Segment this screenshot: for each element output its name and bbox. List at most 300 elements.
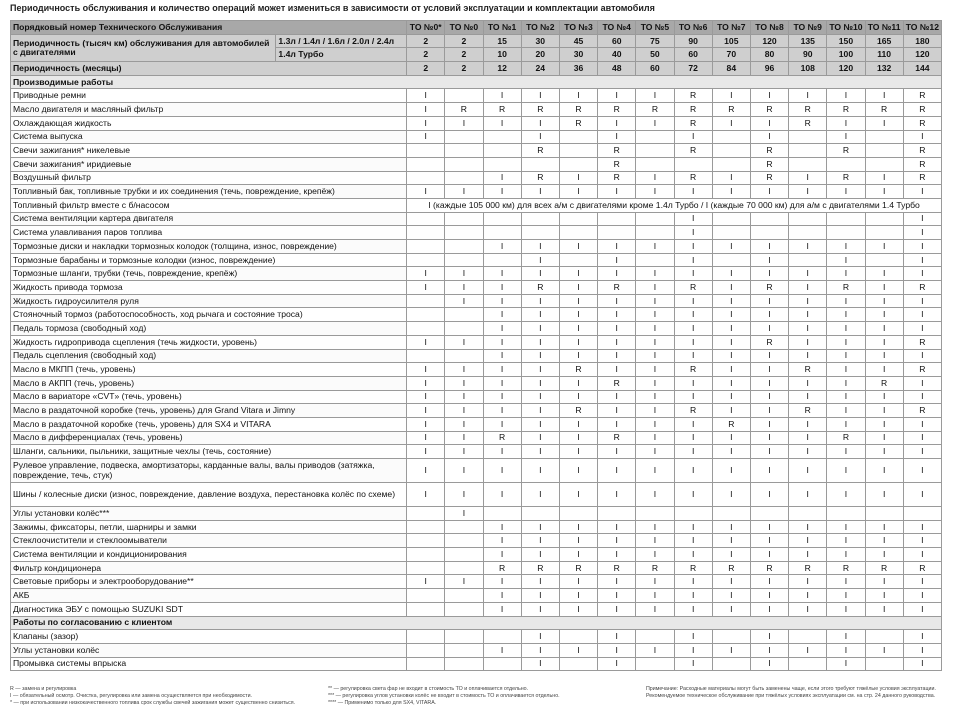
- km-value: 2: [407, 48, 445, 62]
- operation-cell: I: [903, 657, 941, 671]
- operation-cell: I: [712, 363, 750, 377]
- operation-cell: I: [636, 322, 674, 336]
- operation-cell: I: [559, 459, 597, 483]
- operation-cell: [407, 253, 445, 267]
- operation-label: Система вентиляции и кондиционирования: [11, 548, 407, 562]
- operation-cell: I: [903, 431, 941, 445]
- operation-cell: R: [903, 335, 941, 349]
- operation-cell: I: [483, 417, 521, 431]
- operation-cell: [407, 589, 445, 603]
- months-value: 96: [750, 62, 788, 76]
- section-row-work: [11, 75, 942, 89]
- operation-cell: [445, 240, 483, 254]
- table-row: [11, 171, 942, 185]
- operation-cell: I: [789, 459, 827, 483]
- operation-cell: I: [750, 431, 788, 445]
- operation-cell: [445, 130, 483, 144]
- table-row: [11, 253, 942, 267]
- operation-cell: I: [445, 390, 483, 404]
- operation-cell: I: [789, 308, 827, 322]
- table-row: [11, 534, 942, 548]
- operation-cell: I: [674, 589, 712, 603]
- operation-cell: I: [598, 390, 636, 404]
- operation-label: АКБ: [11, 589, 407, 603]
- operation-cell: I: [521, 520, 559, 534]
- operation-cell: I: [598, 575, 636, 589]
- operation-cell: I: [750, 376, 788, 390]
- operation-label: Жидкость гидроусилителя руля: [11, 294, 407, 308]
- operation-cell: [636, 130, 674, 144]
- table-row: [11, 294, 942, 308]
- operation-cell: R: [827, 144, 865, 158]
- operation-cell: [445, 157, 483, 171]
- operation-cell: I: [789, 520, 827, 534]
- operation-cell: I: [674, 130, 712, 144]
- operation-cell: I: [521, 322, 559, 336]
- operation-cell: I: [521, 390, 559, 404]
- operation-cell: I: [598, 643, 636, 657]
- operation-cell: I: [521, 431, 559, 445]
- operation-cell: I: [789, 185, 827, 199]
- operation-cell: I: [636, 281, 674, 295]
- operation-cell: [483, 130, 521, 144]
- operation-cell: I: [521, 294, 559, 308]
- operation-cell: [712, 226, 750, 240]
- operation-cell: I: [865, 548, 903, 562]
- operation-cell: I: [789, 589, 827, 603]
- operation-cell: I: [559, 520, 597, 534]
- operation-cell: I: [483, 185, 521, 199]
- operation-cell: I: [445, 445, 483, 459]
- operation-cell: R: [674, 144, 712, 158]
- operation-cell: [789, 144, 827, 158]
- operation-cell: I: [407, 185, 445, 199]
- operation-cell: I: [521, 643, 559, 657]
- operation-cell: I: [903, 390, 941, 404]
- operation-cell: I: [521, 630, 559, 644]
- operation-cell: I: [789, 548, 827, 562]
- operation-cell: I: [865, 294, 903, 308]
- operation-cell: I: [750, 445, 788, 459]
- operation-cell: I: [865, 363, 903, 377]
- operation-cell: [407, 171, 445, 185]
- operation-cell: I: [636, 363, 674, 377]
- operation-label: Промывка системы впрыска: [11, 657, 407, 671]
- maintenance-schedule-table: [10, 20, 942, 671]
- months-value: 72: [674, 62, 712, 76]
- operation-cell: I: [407, 459, 445, 483]
- operation-cell: [865, 130, 903, 144]
- operation-cell: I: [636, 185, 674, 199]
- operation-cell: [636, 253, 674, 267]
- operation-cell: [827, 507, 865, 521]
- operation-cell: I: [407, 575, 445, 589]
- operation-cell: I: [636, 294, 674, 308]
- operation-cell: [827, 226, 865, 240]
- operation-cell: [445, 349, 483, 363]
- operation-cell: I: [712, 322, 750, 336]
- km-value: 135: [789, 34, 827, 48]
- operation-cell: I: [636, 390, 674, 404]
- operation-cell: [407, 240, 445, 254]
- operation-cell: I: [598, 89, 636, 103]
- operation-cell: [445, 548, 483, 562]
- operation-cell: I: [750, 240, 788, 254]
- operation-cell: I: [407, 417, 445, 431]
- operation-cell: I: [865, 445, 903, 459]
- operation-cell: I: [674, 335, 712, 349]
- operation-label: Охлаждающая жидкость: [11, 116, 407, 130]
- operation-cell: I: [827, 483, 865, 507]
- operation-cell: I: [865, 185, 903, 199]
- operation-cell: I: [483, 322, 521, 336]
- operation-cell: [483, 157, 521, 171]
- operation-cell: I: [750, 308, 788, 322]
- km-row-engines: [11, 34, 942, 48]
- operation-cell: [483, 144, 521, 158]
- table-row: [11, 308, 942, 322]
- operation-cell: I: [712, 589, 750, 603]
- operation-cell: [521, 212, 559, 226]
- operation-cell: [407, 602, 445, 616]
- operation-cell: R: [674, 404, 712, 418]
- operation-label: Масло в МКПП (течь, уровень): [11, 363, 407, 377]
- operation-cell: I: [789, 534, 827, 548]
- operation-cell: [407, 548, 445, 562]
- operation-cell: I: [903, 459, 941, 483]
- table-row: [11, 144, 942, 158]
- operation-cell: I: [750, 602, 788, 616]
- operation-cell: I: [636, 548, 674, 562]
- operation-cell: [750, 507, 788, 521]
- table-row: [11, 130, 942, 144]
- operation-cell: I: [789, 390, 827, 404]
- operation-cell: R: [559, 561, 597, 575]
- km-value: 110: [865, 48, 903, 62]
- operation-cell: [407, 144, 445, 158]
- operation-cell: I: [559, 534, 597, 548]
- operation-cell: [407, 520, 445, 534]
- table-row: [11, 376, 942, 390]
- operation-cell: [407, 643, 445, 657]
- operation-cell: I: [865, 404, 903, 418]
- operation-label: Жидкость привода тормоза: [11, 281, 407, 295]
- operation-label: Фильтр кондиционера: [11, 561, 407, 575]
- to-column-header: ТО №11: [865, 21, 903, 35]
- operation-cell: [712, 157, 750, 171]
- operation-cell: I: [521, 363, 559, 377]
- operation-cell: I: [559, 548, 597, 562]
- operation-label: Углы установки колёс: [11, 643, 407, 657]
- operation-label: Рулевое управление, подвеска, амортизаторы, карданные валы, валы приводов (затяжка, повреждение, течь, стук): [11, 459, 407, 483]
- operation-cell: I: [407, 130, 445, 144]
- operation-cell: R: [521, 103, 559, 117]
- footnote: I — обязательный осмотр. Очистка, регулировка или замена осуществляется при необходимости.: [10, 693, 253, 700]
- operation-cell: I: [636, 445, 674, 459]
- operation-cell: I: [598, 253, 636, 267]
- operation-cell: I: [865, 322, 903, 336]
- operation-cell: I: [712, 308, 750, 322]
- operation-cell: I: [750, 548, 788, 562]
- operation-cell: I: [483, 116, 521, 130]
- operation-cell: I: [865, 116, 903, 130]
- operation-cell: I: [598, 417, 636, 431]
- operation-cell: I: [903, 308, 941, 322]
- operation-label: Свечи зажигания* никелевые: [11, 144, 407, 158]
- operation-cell: [598, 507, 636, 521]
- fuel-filter-note: I (каждые 105 000 км) для всех а/м с двигателями кроме 1.4л Турбо / I (каждые 70 000 км) для а/м с двигателями 1.4 Турбо: [407, 198, 942, 212]
- operation-cell: I: [827, 417, 865, 431]
- operation-cell: I: [636, 171, 674, 185]
- operation-cell: I: [827, 240, 865, 254]
- operation-cell: I: [407, 281, 445, 295]
- footnote: *** — регулировка углов установки колёс не входит в стоимость ТО и оплачивается отдельно.: [328, 693, 560, 700]
- operation-cell: I: [445, 294, 483, 308]
- operation-cell: [445, 630, 483, 644]
- operation-cell: R: [598, 281, 636, 295]
- operation-label: Масло двигателя и масляный фильтр: [11, 103, 407, 117]
- operation-cell: I: [521, 335, 559, 349]
- operation-cell: I: [827, 589, 865, 603]
- operation-cell: I: [598, 657, 636, 671]
- operation-cell: I: [827, 267, 865, 281]
- operation-cell: I: [750, 575, 788, 589]
- engine-label: 1.3л / 1.4л / 1.6л / 2.0л / 2.4л: [276, 34, 407, 48]
- operation-cell: I: [789, 445, 827, 459]
- months-value: 12: [483, 62, 521, 76]
- operation-label: Система улавливания паров топлива: [11, 226, 407, 240]
- operation-cell: I: [598, 589, 636, 603]
- operation-cell: R: [674, 363, 712, 377]
- operation-cell: [559, 130, 597, 144]
- operation-cell: I: [789, 240, 827, 254]
- operation-cell: [407, 534, 445, 548]
- operation-cell: I: [407, 483, 445, 507]
- to-column-header: ТО №0*: [407, 21, 445, 35]
- months-value: 132: [865, 62, 903, 76]
- operation-cell: I: [598, 459, 636, 483]
- operation-cell: [445, 520, 483, 534]
- operation-cell: [865, 253, 903, 267]
- operation-cell: I: [903, 253, 941, 267]
- operation-cell: [903, 507, 941, 521]
- operation-cell: I: [674, 294, 712, 308]
- operation-cell: I: [712, 431, 750, 445]
- operation-cell: I: [674, 657, 712, 671]
- km-value: 80: [750, 48, 788, 62]
- operation-cell: I: [483, 390, 521, 404]
- operation-cell: I: [789, 322, 827, 336]
- operation-cell: R: [598, 561, 636, 575]
- km-value: 90: [674, 34, 712, 48]
- operation-cell: [407, 294, 445, 308]
- operation-cell: I: [674, 185, 712, 199]
- operation-cell: I: [445, 431, 483, 445]
- operation-cell: I: [407, 431, 445, 445]
- operation-cell: I: [789, 294, 827, 308]
- operation-cell: R: [559, 116, 597, 130]
- operation-cell: I: [598, 534, 636, 548]
- to-column-header: ТО №8: [750, 21, 788, 35]
- operation-cell: I: [827, 363, 865, 377]
- table-row: [11, 335, 942, 349]
- table-row: [11, 589, 942, 603]
- operation-label: Стеклоочистители и стеклоомыватели: [11, 534, 407, 548]
- operation-cell: R: [865, 561, 903, 575]
- operation-label: Педаль сцепления (свободный ход): [11, 349, 407, 363]
- operation-cell: I: [598, 548, 636, 562]
- operation-cell: [636, 630, 674, 644]
- operation-cell: I: [559, 308, 597, 322]
- months-label: Периодичность (месяцы): [11, 62, 407, 76]
- operation-cell: I: [789, 281, 827, 295]
- operation-cell: [827, 157, 865, 171]
- operation-cell: [521, 226, 559, 240]
- operation-cell: I: [636, 589, 674, 603]
- km-value: 40: [598, 48, 636, 62]
- operation-cell: I: [483, 281, 521, 295]
- table-row: [11, 103, 942, 117]
- operation-cell: I: [674, 483, 712, 507]
- operation-label: Шины / колесные диски (износ, повреждение, давление воздуха, перестановка колёс по схеме): [11, 483, 407, 507]
- operation-cell: I: [598, 294, 636, 308]
- operation-label: Тормозные шланги, трубки (течь, повреждение, крепёж): [11, 267, 407, 281]
- operation-cell: [789, 253, 827, 267]
- operation-cell: I: [674, 240, 712, 254]
- months-row: [11, 62, 942, 76]
- operation-cell: I: [712, 294, 750, 308]
- operation-cell: I: [674, 376, 712, 390]
- footnote: **** — Применимо только для SX4, VITARA.: [328, 700, 437, 707]
- months-value: 24: [521, 62, 559, 76]
- operation-cell: [445, 602, 483, 616]
- operation-cell: I: [483, 459, 521, 483]
- operation-cell: I: [750, 349, 788, 363]
- operation-label: Клапаны (зазор): [11, 630, 407, 644]
- operation-label: Жидкость гидропривода сцепления (течь жидкости, уровень): [11, 335, 407, 349]
- operation-cell: I: [827, 185, 865, 199]
- table-row: [11, 445, 942, 459]
- operation-cell: R: [750, 144, 788, 158]
- operation-cell: I: [865, 267, 903, 281]
- operation-cell: I: [827, 575, 865, 589]
- operation-cell: [407, 349, 445, 363]
- operation-cell: R: [521, 561, 559, 575]
- operation-cell: R: [483, 561, 521, 575]
- operation-cell: I: [483, 89, 521, 103]
- table-row: [11, 404, 942, 418]
- footnote: R — замена и регулировка: [10, 686, 77, 692]
- operation-cell: [445, 308, 483, 322]
- operation-cell: [407, 507, 445, 521]
- operation-cell: I: [636, 335, 674, 349]
- km-value: 105: [712, 34, 750, 48]
- operation-cell: R: [903, 116, 941, 130]
- operation-cell: I: [712, 404, 750, 418]
- months-value: 2: [445, 62, 483, 76]
- operation-label: Тормозные барабаны и тормозные колодки (износ, повреждение): [11, 253, 407, 267]
- footnote: Рекомендуемое техническое обслуживание при тяжёлых условиях эксплуатации см. на стр. 24 данного руководства.: [646, 693, 936, 700]
- operation-cell: R: [674, 561, 712, 575]
- operation-cell: [445, 561, 483, 575]
- operation-cell: [865, 157, 903, 171]
- operation-cell: I: [789, 602, 827, 616]
- operation-label: Зажимы, фиксаторы, петли, шарниры и замки: [11, 520, 407, 534]
- table-row: [11, 630, 942, 644]
- operation-cell: I: [559, 322, 597, 336]
- table-row: [11, 116, 942, 130]
- operation-cell: I: [674, 349, 712, 363]
- engine-label: 1.4л Турбо: [276, 48, 407, 62]
- operation-cell: I: [750, 267, 788, 281]
- table-row: [11, 349, 942, 363]
- operation-cell: I: [674, 520, 712, 534]
- operation-cell: I: [559, 376, 597, 390]
- to-column-header: ТО №3: [559, 21, 597, 35]
- operation-cell: I: [483, 363, 521, 377]
- operation-cell: I: [598, 130, 636, 144]
- operation-cell: I: [521, 445, 559, 459]
- operation-cell: I: [750, 89, 788, 103]
- operation-cell: I: [636, 575, 674, 589]
- operation-cell: I: [865, 431, 903, 445]
- operation-cell: I: [674, 459, 712, 483]
- operation-cell: I: [521, 253, 559, 267]
- operation-cell: I: [750, 657, 788, 671]
- operation-cell: I: [789, 417, 827, 431]
- operation-cell: I: [483, 171, 521, 185]
- operation-cell: R: [559, 103, 597, 117]
- operation-cell: I: [674, 548, 712, 562]
- operation-cell: I: [674, 643, 712, 657]
- operation-cell: [789, 212, 827, 226]
- operation-cell: [521, 507, 559, 521]
- operation-cell: I: [483, 335, 521, 349]
- operation-cell: I: [407, 376, 445, 390]
- operation-cell: I: [827, 404, 865, 418]
- header-row: [11, 21, 942, 35]
- operation-cell: I: [674, 390, 712, 404]
- operation-cell: I: [521, 534, 559, 548]
- operation-cell: I: [674, 253, 712, 267]
- operation-cell: [407, 308, 445, 322]
- operation-cell: I: [598, 630, 636, 644]
- operation-cell: I: [445, 363, 483, 377]
- operation-label: Масло в раздаточной коробке (течь, уровень) для Grand Vitara и Jimny: [11, 404, 407, 418]
- operation-cell: I: [750, 253, 788, 267]
- operation-cell: R: [827, 431, 865, 445]
- operation-cell: R: [789, 561, 827, 575]
- operation-cell: I: [712, 445, 750, 459]
- operation-label: Система вентиляции картера двигателя: [11, 212, 407, 226]
- operation-cell: [789, 226, 827, 240]
- operation-cell: R: [789, 363, 827, 377]
- operation-cell: I: [712, 240, 750, 254]
- operation-label: Шланги, сальники, пыльники, защитные чехлы (течь, состояние): [11, 445, 407, 459]
- km-value: 2: [445, 48, 483, 62]
- operation-cell: I: [598, 322, 636, 336]
- table-row: [11, 89, 942, 103]
- operation-cell: I: [598, 602, 636, 616]
- operation-cell: I: [445, 575, 483, 589]
- operation-cell: I: [865, 534, 903, 548]
- operation-cell: I: [559, 89, 597, 103]
- section-title: Производимые работы: [11, 75, 942, 89]
- operation-label: Топливный фильтр вместе с б/насосом: [11, 198, 407, 212]
- operation-cell: R: [636, 561, 674, 575]
- operation-cell: I: [521, 116, 559, 130]
- operation-cell: I: [636, 483, 674, 507]
